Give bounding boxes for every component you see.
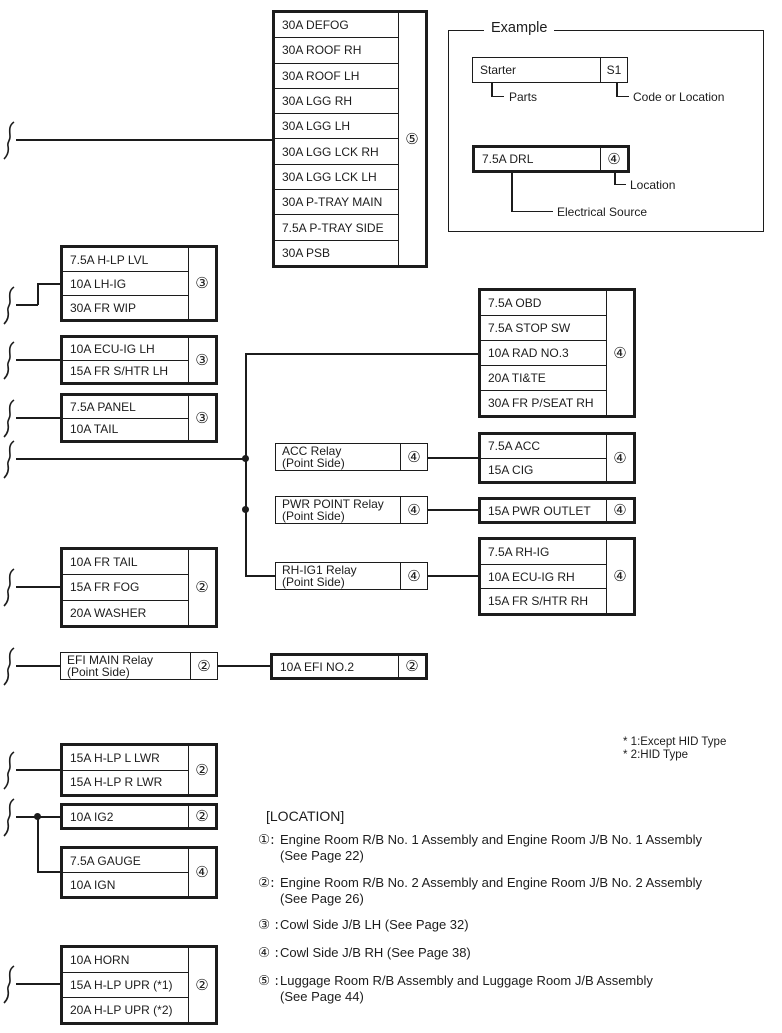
location-number: ④ bbox=[613, 567, 627, 585]
wire-break-icon bbox=[2, 120, 16, 160]
location-item-number: ②: bbox=[258, 875, 275, 891]
location-badge bbox=[606, 540, 633, 613]
location-badge bbox=[190, 653, 217, 679]
location-badge bbox=[606, 500, 633, 521]
location-number: ② bbox=[195, 807, 209, 825]
example-source-name: 7.5A DRL bbox=[482, 152, 534, 166]
wire bbox=[218, 665, 272, 667]
wire bbox=[16, 458, 246, 460]
wire bbox=[428, 575, 478, 577]
fuse-label: 15A H-LP R LWR bbox=[70, 775, 163, 790]
location-badge bbox=[188, 338, 215, 382]
location-badge bbox=[188, 948, 215, 1022]
location-number: ⑤ bbox=[405, 129, 419, 148]
fuse-label: 7.5A OBD bbox=[481, 291, 606, 316]
relay-side: (Point Side) bbox=[67, 665, 130, 679]
leader-line bbox=[511, 173, 513, 212]
fuse-label: 30A ROOF LH bbox=[275, 64, 398, 89]
wire-junction bbox=[34, 813, 41, 820]
wire-break-icon bbox=[2, 797, 16, 837]
wire-break-icon bbox=[2, 340, 16, 380]
relay-side: (Point Side) bbox=[282, 575, 345, 589]
hid-note-1: * 1:Except HID Type bbox=[623, 736, 727, 748]
location-item bbox=[258, 917, 469, 933]
relay-box-efi-main bbox=[60, 652, 218, 680]
fuse-label: 7.5A ACC bbox=[481, 435, 606, 459]
location-number: ② bbox=[195, 760, 209, 779]
fuse-label: 30A P-TRAY MAIN bbox=[275, 190, 398, 215]
fuse-box-gauge-group bbox=[60, 846, 218, 899]
wire bbox=[37, 871, 62, 873]
location-item-page: (See Page 22) bbox=[280, 848, 364, 863]
location-badge bbox=[400, 563, 427, 589]
relay-name: RH-IG1 Relay bbox=[282, 562, 357, 577]
wire bbox=[37, 283, 62, 285]
location-item bbox=[258, 945, 471, 961]
fuse-label: 7.5A P-TRAY SIDE bbox=[275, 215, 398, 240]
location-badge bbox=[398, 13, 425, 265]
location-item bbox=[258, 973, 653, 1005]
wire-break-icon bbox=[2, 439, 16, 479]
wire bbox=[37, 284, 39, 305]
location-badge bbox=[400, 497, 427, 523]
wire-break-icon bbox=[2, 750, 16, 790]
wire bbox=[428, 457, 478, 459]
location-badge bbox=[600, 148, 627, 170]
fuse-label: 15A CIG bbox=[488, 462, 534, 477]
fuse-label: 15A H-LP L LWR bbox=[63, 746, 188, 771]
fuse-box-ig2 bbox=[60, 803, 218, 830]
relay-box-acc bbox=[275, 443, 428, 471]
fuse-label: 7.5A STOP SW bbox=[481, 316, 606, 341]
location-badge bbox=[188, 849, 215, 896]
wire bbox=[16, 983, 62, 985]
example-title: Example bbox=[484, 20, 554, 36]
fuse-label: 20A TI&TE bbox=[481, 366, 606, 391]
fuse-box-rh-ig-group bbox=[478, 537, 636, 616]
fuse-label: 10A HORN bbox=[63, 948, 188, 973]
example-parts-label: Parts bbox=[509, 90, 538, 104]
relay-name: EFI MAIN Relay bbox=[67, 652, 154, 667]
fuse-label: 7.5A H-LP LVL bbox=[63, 248, 188, 272]
example-source-label: Electrical Source bbox=[557, 205, 648, 219]
location-badge bbox=[188, 806, 215, 827]
fuse-label: 30A LGG LCK LH bbox=[275, 165, 398, 190]
fuse-label: 30A ROOF RH bbox=[275, 38, 398, 63]
wire-break-icon bbox=[2, 398, 16, 438]
location-number: ② bbox=[195, 578, 209, 596]
location-item-text: Engine Room R/B No. 1 Assembly and Engine Room J/B No. 1 Assembly (See Page 22) bbox=[280, 832, 702, 863]
example-location-label: Location bbox=[630, 178, 676, 192]
wire bbox=[16, 769, 62, 771]
fuse-box-hlp-lwr-group bbox=[60, 743, 218, 797]
fuse-box-fr-tail-group bbox=[60, 547, 218, 628]
fuse-label: 30A LGG RH bbox=[275, 89, 398, 114]
location-badge bbox=[188, 248, 215, 319]
location-item-number: ③ : bbox=[258, 917, 279, 933]
location-item-text: Engine Room R/B No. 2 Assembly and Engine Room J/B No. 2 Assembly (See Page 26) bbox=[280, 875, 702, 906]
location-number: ④ bbox=[613, 501, 627, 519]
location-item-page: (See Page 44) bbox=[280, 989, 364, 1004]
fuse-box-cowl-lh-c bbox=[60, 393, 218, 443]
fuse-label: 20A WASHER bbox=[70, 605, 147, 620]
fuse-label: 7.5A RH-IG bbox=[481, 540, 606, 565]
fuse-label: 30A LGG LCK RH bbox=[275, 139, 398, 164]
fuse-label: 30A FR WIP bbox=[70, 300, 137, 315]
wire-break-icon bbox=[2, 567, 16, 607]
fuse-label: 15A FR FOG bbox=[63, 575, 188, 600]
location-badge bbox=[400, 444, 427, 470]
location-number: ② bbox=[405, 657, 419, 675]
fuse-box-cowl-rh-a bbox=[478, 288, 636, 418]
wire bbox=[37, 816, 39, 873]
fuse-label: 30A PSB bbox=[282, 245, 331, 260]
location-number: ④ bbox=[607, 149, 621, 168]
location-number: ② bbox=[195, 975, 209, 994]
wire-break-icon bbox=[2, 964, 16, 1004]
fuse-label: 15A H-LP UPR (*1) bbox=[63, 973, 188, 998]
fuse-label: 15A FR S/HTR LH bbox=[70, 364, 169, 379]
example-source-box bbox=[472, 145, 630, 173]
fuse-box-pwr-outlet bbox=[478, 497, 636, 524]
wire-break-icon bbox=[2, 646, 16, 686]
relay-name: ACC Relay bbox=[282, 443, 342, 458]
fuse-label: 20A H-LP UPR (*2) bbox=[70, 1003, 173, 1017]
wire bbox=[16, 417, 62, 419]
leader-line bbox=[511, 211, 553, 213]
fuse-label: 10A IG2 bbox=[70, 809, 114, 824]
location-badge bbox=[188, 550, 215, 625]
wire bbox=[16, 139, 272, 141]
location-number: ④ bbox=[613, 448, 627, 467]
relay-box-pwr-point bbox=[275, 496, 428, 524]
fuse-label: 10A ECU-IG LH bbox=[63, 338, 188, 361]
wire-trunk bbox=[245, 353, 247, 576]
fuse-label: 15A PWR OUTLET bbox=[488, 503, 591, 518]
location-item-number: ①: bbox=[258, 832, 275, 848]
fuse-box-acc-group bbox=[478, 432, 636, 484]
wire-junction bbox=[242, 506, 249, 513]
fuse-label: 10A EFI NO.2 bbox=[280, 659, 355, 674]
relay-box-rh-ig1 bbox=[275, 562, 428, 590]
fuse-label: 10A RAD NO.3 bbox=[481, 341, 606, 366]
fuse-label: 30A FR P/SEAT RH bbox=[488, 396, 594, 410]
wire bbox=[16, 665, 62, 667]
location-number: ④ bbox=[407, 500, 421, 519]
location-number: ④ bbox=[195, 863, 209, 881]
location-badge bbox=[188, 746, 215, 794]
location-item bbox=[258, 832, 702, 864]
leader-line bbox=[491, 96, 504, 98]
relay-side: (Point Side) bbox=[282, 456, 345, 470]
example-parts-box bbox=[472, 57, 628, 83]
wire bbox=[245, 353, 478, 355]
relay-side: (Point Side) bbox=[282, 509, 345, 523]
fuse-box-cowl-lh-b bbox=[60, 335, 218, 385]
fuse-label: 15A FR S/HTR RH bbox=[488, 594, 589, 609]
fuse-box-horn-group bbox=[60, 945, 218, 1025]
wire bbox=[245, 575, 277, 577]
wire-break-icon bbox=[2, 285, 16, 325]
location-item-text: Cowl Side J/B RH (See Page 38) bbox=[280, 945, 471, 960]
location-number: ④ bbox=[407, 566, 421, 585]
leader-line bbox=[616, 96, 629, 98]
leader-line bbox=[614, 184, 626, 186]
location-number: ④ bbox=[407, 447, 421, 466]
location-badge bbox=[606, 291, 633, 415]
wire bbox=[16, 359, 62, 361]
wire bbox=[16, 586, 62, 588]
example-code-label: Code or Location bbox=[633, 90, 725, 104]
relay-name: PWR POINT Relay bbox=[282, 496, 384, 511]
location-badge bbox=[606, 435, 633, 481]
location-section-title: [LOCATION] bbox=[266, 808, 345, 824]
location-item-text: Cowl Side J/B LH (See Page 32) bbox=[280, 917, 469, 932]
example-part-code: S1 bbox=[600, 58, 627, 82]
example-part-name: Starter bbox=[480, 63, 517, 77]
fuse-box-efi-no2 bbox=[270, 653, 428, 680]
location-number: ③ bbox=[195, 274, 209, 292]
location-item-number: ④ : bbox=[258, 945, 279, 961]
wire-junction bbox=[242, 455, 249, 462]
fuse-label: 10A FR TAIL bbox=[63, 550, 188, 575]
fuse-label: 10A ECU-IG RH bbox=[481, 565, 606, 590]
fuse-box-luggage bbox=[272, 10, 428, 268]
location-number: ② bbox=[197, 656, 211, 675]
fuse-label: 30A DEFOG bbox=[275, 13, 398, 38]
fuse-label: 10A TAIL bbox=[70, 422, 119, 437]
fuse-label: 7.5A PANEL bbox=[63, 396, 188, 419]
fuse-label: 10A LH-IG bbox=[63, 272, 188, 296]
location-item-number: ⑤ : bbox=[258, 973, 279, 989]
fuse-label: 30A LGG LH bbox=[275, 114, 398, 139]
location-item-page: (See Page 26) bbox=[280, 891, 364, 906]
location-number: ③ bbox=[195, 350, 209, 369]
location-badge bbox=[398, 656, 425, 677]
hid-note-2: * 2:HID Type bbox=[623, 749, 688, 761]
fuse-box-cowl-lh-a bbox=[60, 245, 218, 322]
wire bbox=[16, 304, 38, 306]
location-number: ④ bbox=[613, 343, 627, 362]
location-item-text: Luggage Room R/B Assembly and Luggage Room J/B Assembly (See Page 44) bbox=[280, 973, 653, 1004]
wire bbox=[428, 509, 478, 511]
fuse-label: 7.5A GAUGE bbox=[63, 849, 188, 873]
fuse-label: 10A IGN bbox=[70, 877, 116, 892]
location-item bbox=[258, 875, 702, 907]
location-number: ③ bbox=[195, 408, 209, 427]
location-badge bbox=[188, 396, 215, 440]
